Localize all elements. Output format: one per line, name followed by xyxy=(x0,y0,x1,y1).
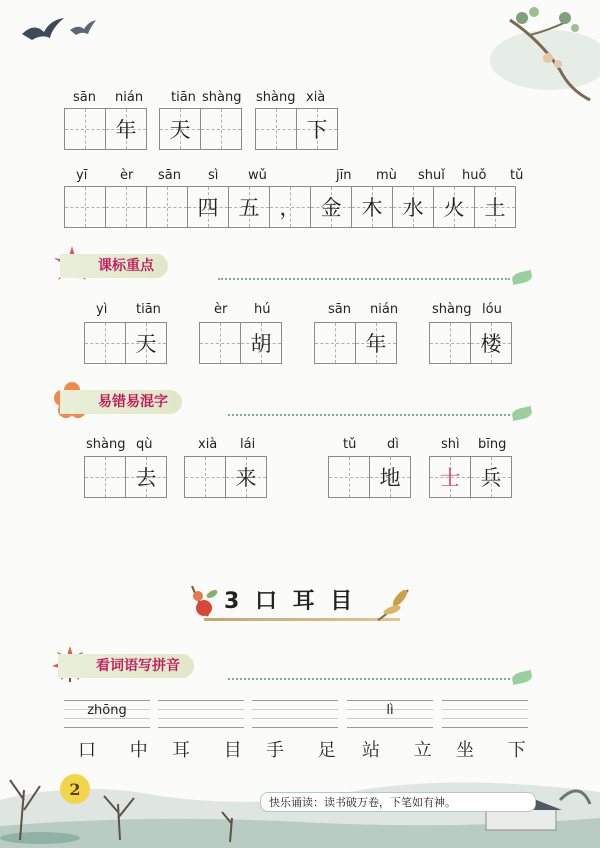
pinyin-label: èr xyxy=(214,302,228,317)
pinyin-label: mù xyxy=(376,168,397,183)
writing-cell[interactable] xyxy=(64,108,106,150)
vocab-word: 口 中 xyxy=(78,740,162,761)
leaf-icon xyxy=(511,406,533,421)
pinyin-label: shàng xyxy=(432,302,472,317)
vocab-word: 耳 目 xyxy=(172,740,256,761)
writing-cell[interactable] xyxy=(314,322,356,364)
writing-cell: 胡 xyxy=(240,322,282,364)
pinyin-label: dì xyxy=(387,437,399,452)
pinyin-label: sān xyxy=(158,168,181,183)
pinyin-label: sān xyxy=(73,90,96,105)
writing-grid xyxy=(314,322,397,364)
writing-grid xyxy=(429,456,512,498)
pinyin-label: wǔ xyxy=(248,168,267,183)
leaf-icon xyxy=(511,270,533,285)
writing-cell: 楼 xyxy=(470,322,512,364)
writing-cell: 去 xyxy=(125,456,167,498)
writing-cell: 木 xyxy=(351,186,393,228)
writing-cell[interactable] xyxy=(429,322,471,364)
pinyin-writing-line[interactable] xyxy=(442,700,528,728)
writing-cell: 金 xyxy=(310,186,352,228)
vocab-word: 手 足 xyxy=(266,740,350,761)
page-number: 2 xyxy=(60,774,90,804)
pinyin-label: qù xyxy=(136,437,153,452)
pinyin-label: tǔ xyxy=(510,168,524,183)
title-underline xyxy=(204,618,400,621)
pinyin-label: èr xyxy=(120,168,134,183)
writing-grid xyxy=(184,456,267,498)
pinyin-label: huǒ xyxy=(462,168,487,183)
writing-grid xyxy=(84,322,167,364)
dotted-divider xyxy=(228,414,510,416)
leaf-branch-icon xyxy=(374,584,414,624)
writing-cell: 火 xyxy=(433,186,475,228)
pinyin-label: sì xyxy=(208,168,219,183)
section-header-key-points xyxy=(60,252,168,280)
vocab-word: 站 立 xyxy=(362,740,446,761)
pinyin-label: tiān xyxy=(136,302,161,317)
lesson-title: 3 口 耳 目 xyxy=(224,589,357,614)
writing-cell[interactable] xyxy=(328,456,370,498)
pinyin-label: shàng xyxy=(202,90,242,105)
pinyin-label: lái xyxy=(240,437,256,452)
pinyin-writing-line[interactable] xyxy=(158,700,244,728)
pinyin-label: nián xyxy=(115,90,144,105)
birds-decoration xyxy=(20,12,100,52)
writing-cell: 五 xyxy=(228,186,270,228)
pinyin-label: tǔ xyxy=(343,437,357,452)
writing-cell: 天 xyxy=(125,322,167,364)
pinyin-label: hú xyxy=(254,302,271,317)
pinyin-writing-line[interactable]: lì xyxy=(347,700,433,728)
pinyin-label: bīng xyxy=(478,437,507,452)
writing-cell[interactable] xyxy=(200,108,242,150)
writing-grid xyxy=(64,186,516,228)
vocab-word: 坐 下 xyxy=(456,740,540,761)
pinyin-label: shì xyxy=(441,437,460,452)
pinyin-label: yì xyxy=(96,302,108,317)
section-title: 易错易混字 xyxy=(60,390,182,414)
pinyin-label: shàng xyxy=(86,437,126,452)
writing-cell: 年 xyxy=(105,108,147,150)
pinyin-label: xià xyxy=(198,437,218,452)
writing-grid xyxy=(159,108,242,150)
tree-branch-decoration xyxy=(470,0,600,110)
berry-branch-icon xyxy=(186,582,222,622)
section-header-write-pinyin xyxy=(58,652,194,680)
pinyin-label: xià xyxy=(306,90,326,105)
writing-cell[interactable] xyxy=(255,108,297,150)
writing-grid xyxy=(429,322,512,364)
writing-cell: 水 xyxy=(392,186,434,228)
writing-cell: 兵 xyxy=(470,456,512,498)
dotted-divider xyxy=(228,678,510,680)
section-title: 看词语写拼音 xyxy=(58,654,194,678)
section-title: 课标重点 xyxy=(60,254,168,278)
writing-grid xyxy=(255,108,338,150)
writing-cell: 下 xyxy=(296,108,338,150)
writing-cell[interactable] xyxy=(84,456,126,498)
pinyin-writing-line[interactable]: zhōng xyxy=(64,700,150,728)
writing-cell[interactable] xyxy=(105,186,147,228)
pinyin-label: tiān xyxy=(171,90,196,105)
section-header-confusable-chars xyxy=(60,388,182,416)
pinyin-label: shàng xyxy=(256,90,296,105)
pinyin-writing-line[interactable] xyxy=(252,700,338,728)
pinyin-label: nián xyxy=(370,302,399,317)
pinyin-label: sān xyxy=(328,302,351,317)
writing-grid xyxy=(64,108,147,150)
writing-grid xyxy=(199,322,282,364)
pinyin-label: shuǐ xyxy=(418,168,445,183)
writing-cell: 士 xyxy=(429,456,471,498)
writing-cell: 年 xyxy=(355,322,397,364)
pinyin-label: yī xyxy=(76,168,88,183)
writing-cell: 来 xyxy=(225,456,267,498)
writing-cell[interactable] xyxy=(146,186,188,228)
motto-banner: 快乐诵读：读书破万卷，下笔如有神。 xyxy=(260,792,536,812)
writing-cell: 土 xyxy=(474,186,516,228)
writing-cell[interactable] xyxy=(84,322,126,364)
pinyin-label: jīn xyxy=(336,168,352,183)
writing-cell: 天 xyxy=(159,108,201,150)
dotted-divider xyxy=(218,278,510,280)
pinyin-label: lóu xyxy=(482,302,502,317)
writing-grid xyxy=(328,456,411,498)
writing-cell: ， xyxy=(269,186,311,228)
writing-cell[interactable] xyxy=(199,322,241,364)
writing-grid xyxy=(84,456,167,498)
leaf-icon xyxy=(511,670,533,685)
writing-cell[interactable] xyxy=(64,186,106,228)
writing-cell: 四 xyxy=(187,186,229,228)
writing-cell: 地 xyxy=(369,456,411,498)
writing-cell[interactable] xyxy=(184,456,226,498)
